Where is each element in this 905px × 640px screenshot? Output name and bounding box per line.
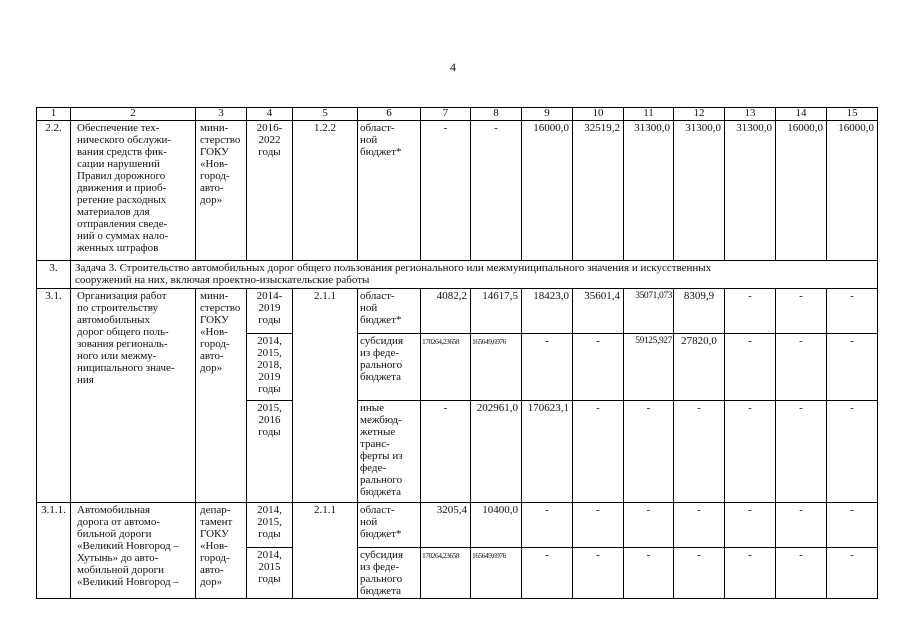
value-cell: 202961,0 xyxy=(471,401,522,503)
period: 2014, 2015, 2018, 2019 годы xyxy=(247,334,293,401)
column-number: 12 xyxy=(674,108,725,121)
funding-source: субсидия из феде- рального бюджета xyxy=(358,548,421,599)
value-cell: 59125,927 xyxy=(624,334,674,401)
value-cell: - xyxy=(624,503,674,548)
funding-source: област- ной бюджет* xyxy=(358,289,421,334)
value-cell: - xyxy=(776,401,827,503)
program-table xyxy=(36,107,878,599)
column-number-row xyxy=(37,108,878,121)
value-cell: - xyxy=(725,548,776,599)
page-number: 4 xyxy=(450,60,456,74)
period: 2014, 2015 годы xyxy=(247,548,293,599)
row-number: 3.1. xyxy=(37,289,71,503)
value-cell: - xyxy=(471,121,522,261)
table-row-2-2 xyxy=(37,121,878,261)
value-cell: - xyxy=(725,289,776,334)
value-cell: 18423,0 xyxy=(522,289,573,334)
value-cell: 14617,5 xyxy=(471,289,522,334)
row-number: 3.1.1. xyxy=(37,503,71,599)
value-cell: 10400,0 xyxy=(471,503,522,548)
value-cell: - xyxy=(421,401,471,503)
value-cell: 35601,4 xyxy=(573,289,624,334)
target-indicator: 2.1.1 xyxy=(293,289,358,503)
funding-source: субсидия из феде- рального бюджета xyxy=(358,334,421,401)
funding-source: област- ной бюджет* xyxy=(358,503,421,548)
value-cell: - xyxy=(674,548,725,599)
value-cell: - xyxy=(827,503,878,548)
value-cell: 8309,9 xyxy=(674,289,725,334)
value-cell: - xyxy=(776,548,827,599)
value-cell: 35071,073 xyxy=(624,289,674,334)
task-heading: Задача 3. Строительство автомобильных дорог общего пользования регионального или межмуниципального значения и искусственных сооружений на них, включая проектно-изыскательские работы xyxy=(71,261,878,289)
activity-name: Обеспечение тех- нического обслужи- вания средств фик- сации нарушений Правил дорожного движения и приоб- ретение расходных материалов для отправления сведе- ний о суммах нало- женных штрафов xyxy=(71,121,196,261)
value-cell: 170623,1 xyxy=(522,401,573,503)
value-cell: - xyxy=(421,121,471,261)
value-cell: - xyxy=(827,334,878,401)
value-cell: - xyxy=(573,548,624,599)
value-cell: - xyxy=(674,503,725,548)
row-number: 3. xyxy=(37,261,71,289)
value-cell: 165649,6976 xyxy=(471,334,522,401)
column-number: 10 xyxy=(573,108,624,121)
column-number: 8 xyxy=(471,108,522,121)
value-cell: - xyxy=(827,548,878,599)
table-row-3 xyxy=(37,261,878,289)
value-cell: - xyxy=(522,503,573,548)
value-cell: 178264,23658 xyxy=(421,334,471,401)
value-cell: 3205,4 xyxy=(421,503,471,548)
value-cell: - xyxy=(522,548,573,599)
column-number: 14 xyxy=(776,108,827,121)
value-cell: - xyxy=(573,334,624,401)
column-number: 7 xyxy=(421,108,471,121)
value-cell: 16000,0 xyxy=(776,121,827,261)
table-row-3-1 xyxy=(37,289,878,334)
period: 2014, 2015, годы xyxy=(247,503,293,548)
executor: мини- стерство ГОКУ «Нов- город- авто- дор» xyxy=(196,289,247,503)
value-cell: 31300,0 xyxy=(725,121,776,261)
executor: депар- тамент ГОКУ «Нов- город- авто- дор» xyxy=(196,503,247,599)
value-cell: 31300,0 xyxy=(624,121,674,261)
value-cell: - xyxy=(776,334,827,401)
value-cell: 16000,0 xyxy=(827,121,878,261)
funding-source: област- ной бюджет* xyxy=(358,121,421,261)
period: 2015, 2016 годы xyxy=(247,401,293,503)
value-cell: 32519,2 xyxy=(573,121,624,261)
value-cell: - xyxy=(827,289,878,334)
value-cell: 178264,23658 xyxy=(421,548,471,599)
column-number: 6 xyxy=(358,108,421,121)
column-number: 13 xyxy=(725,108,776,121)
value-cell: - xyxy=(522,334,573,401)
value-cell: - xyxy=(725,401,776,503)
value-cell: - xyxy=(573,503,624,548)
target-indicator: 2.1.1 xyxy=(293,503,358,599)
value-cell: - xyxy=(624,548,674,599)
value-cell: - xyxy=(827,401,878,503)
value-cell: 27820,0 xyxy=(674,334,725,401)
column-number: 2 xyxy=(71,108,196,121)
value-cell: - xyxy=(674,401,725,503)
column-number: 11 xyxy=(624,108,674,121)
column-number: 15 xyxy=(827,108,878,121)
row-number: 2.2. xyxy=(37,121,71,261)
value-cell: - xyxy=(776,289,827,334)
target-indicator: 1.2.2 xyxy=(293,121,358,261)
activity-name: Автомобильная дорога от автомо- бильной дороги «Великий Новгород – Хутынь» до авто- мобильной дороги «Великий Новгород – xyxy=(71,503,196,599)
activity-name: Организация работ по строительству автомобильных дорог общего поль- зования региональ- ного или межму- ниципального значе- ния xyxy=(71,289,196,503)
value-cell: 4082,2 xyxy=(421,289,471,334)
executor: мини- стерство ГОКУ «Нов- город- авто- дор» xyxy=(196,121,247,261)
value-cell: - xyxy=(624,401,674,503)
value-cell: 16000,0 xyxy=(522,121,573,261)
column-number: 3 xyxy=(196,108,247,121)
period: 2014- 2019 годы xyxy=(247,289,293,334)
funding-source: иные межбюд- жетные транс- ферты из феде- рального бюджета xyxy=(358,401,421,503)
column-number: 4 xyxy=(247,108,293,121)
period: 2016- 2022 годы xyxy=(247,121,293,261)
table-row-3-1-1 xyxy=(37,503,878,548)
value-cell: 165649,6976 xyxy=(471,548,522,599)
value-cell: - xyxy=(725,503,776,548)
value-cell: 31300,0 xyxy=(674,121,725,261)
value-cell: - xyxy=(776,503,827,548)
column-number: 9 xyxy=(522,108,573,121)
value-cell: - xyxy=(573,401,624,503)
column-number: 1 xyxy=(37,108,71,121)
value-cell: - xyxy=(725,334,776,401)
column-number: 5 xyxy=(293,108,358,121)
